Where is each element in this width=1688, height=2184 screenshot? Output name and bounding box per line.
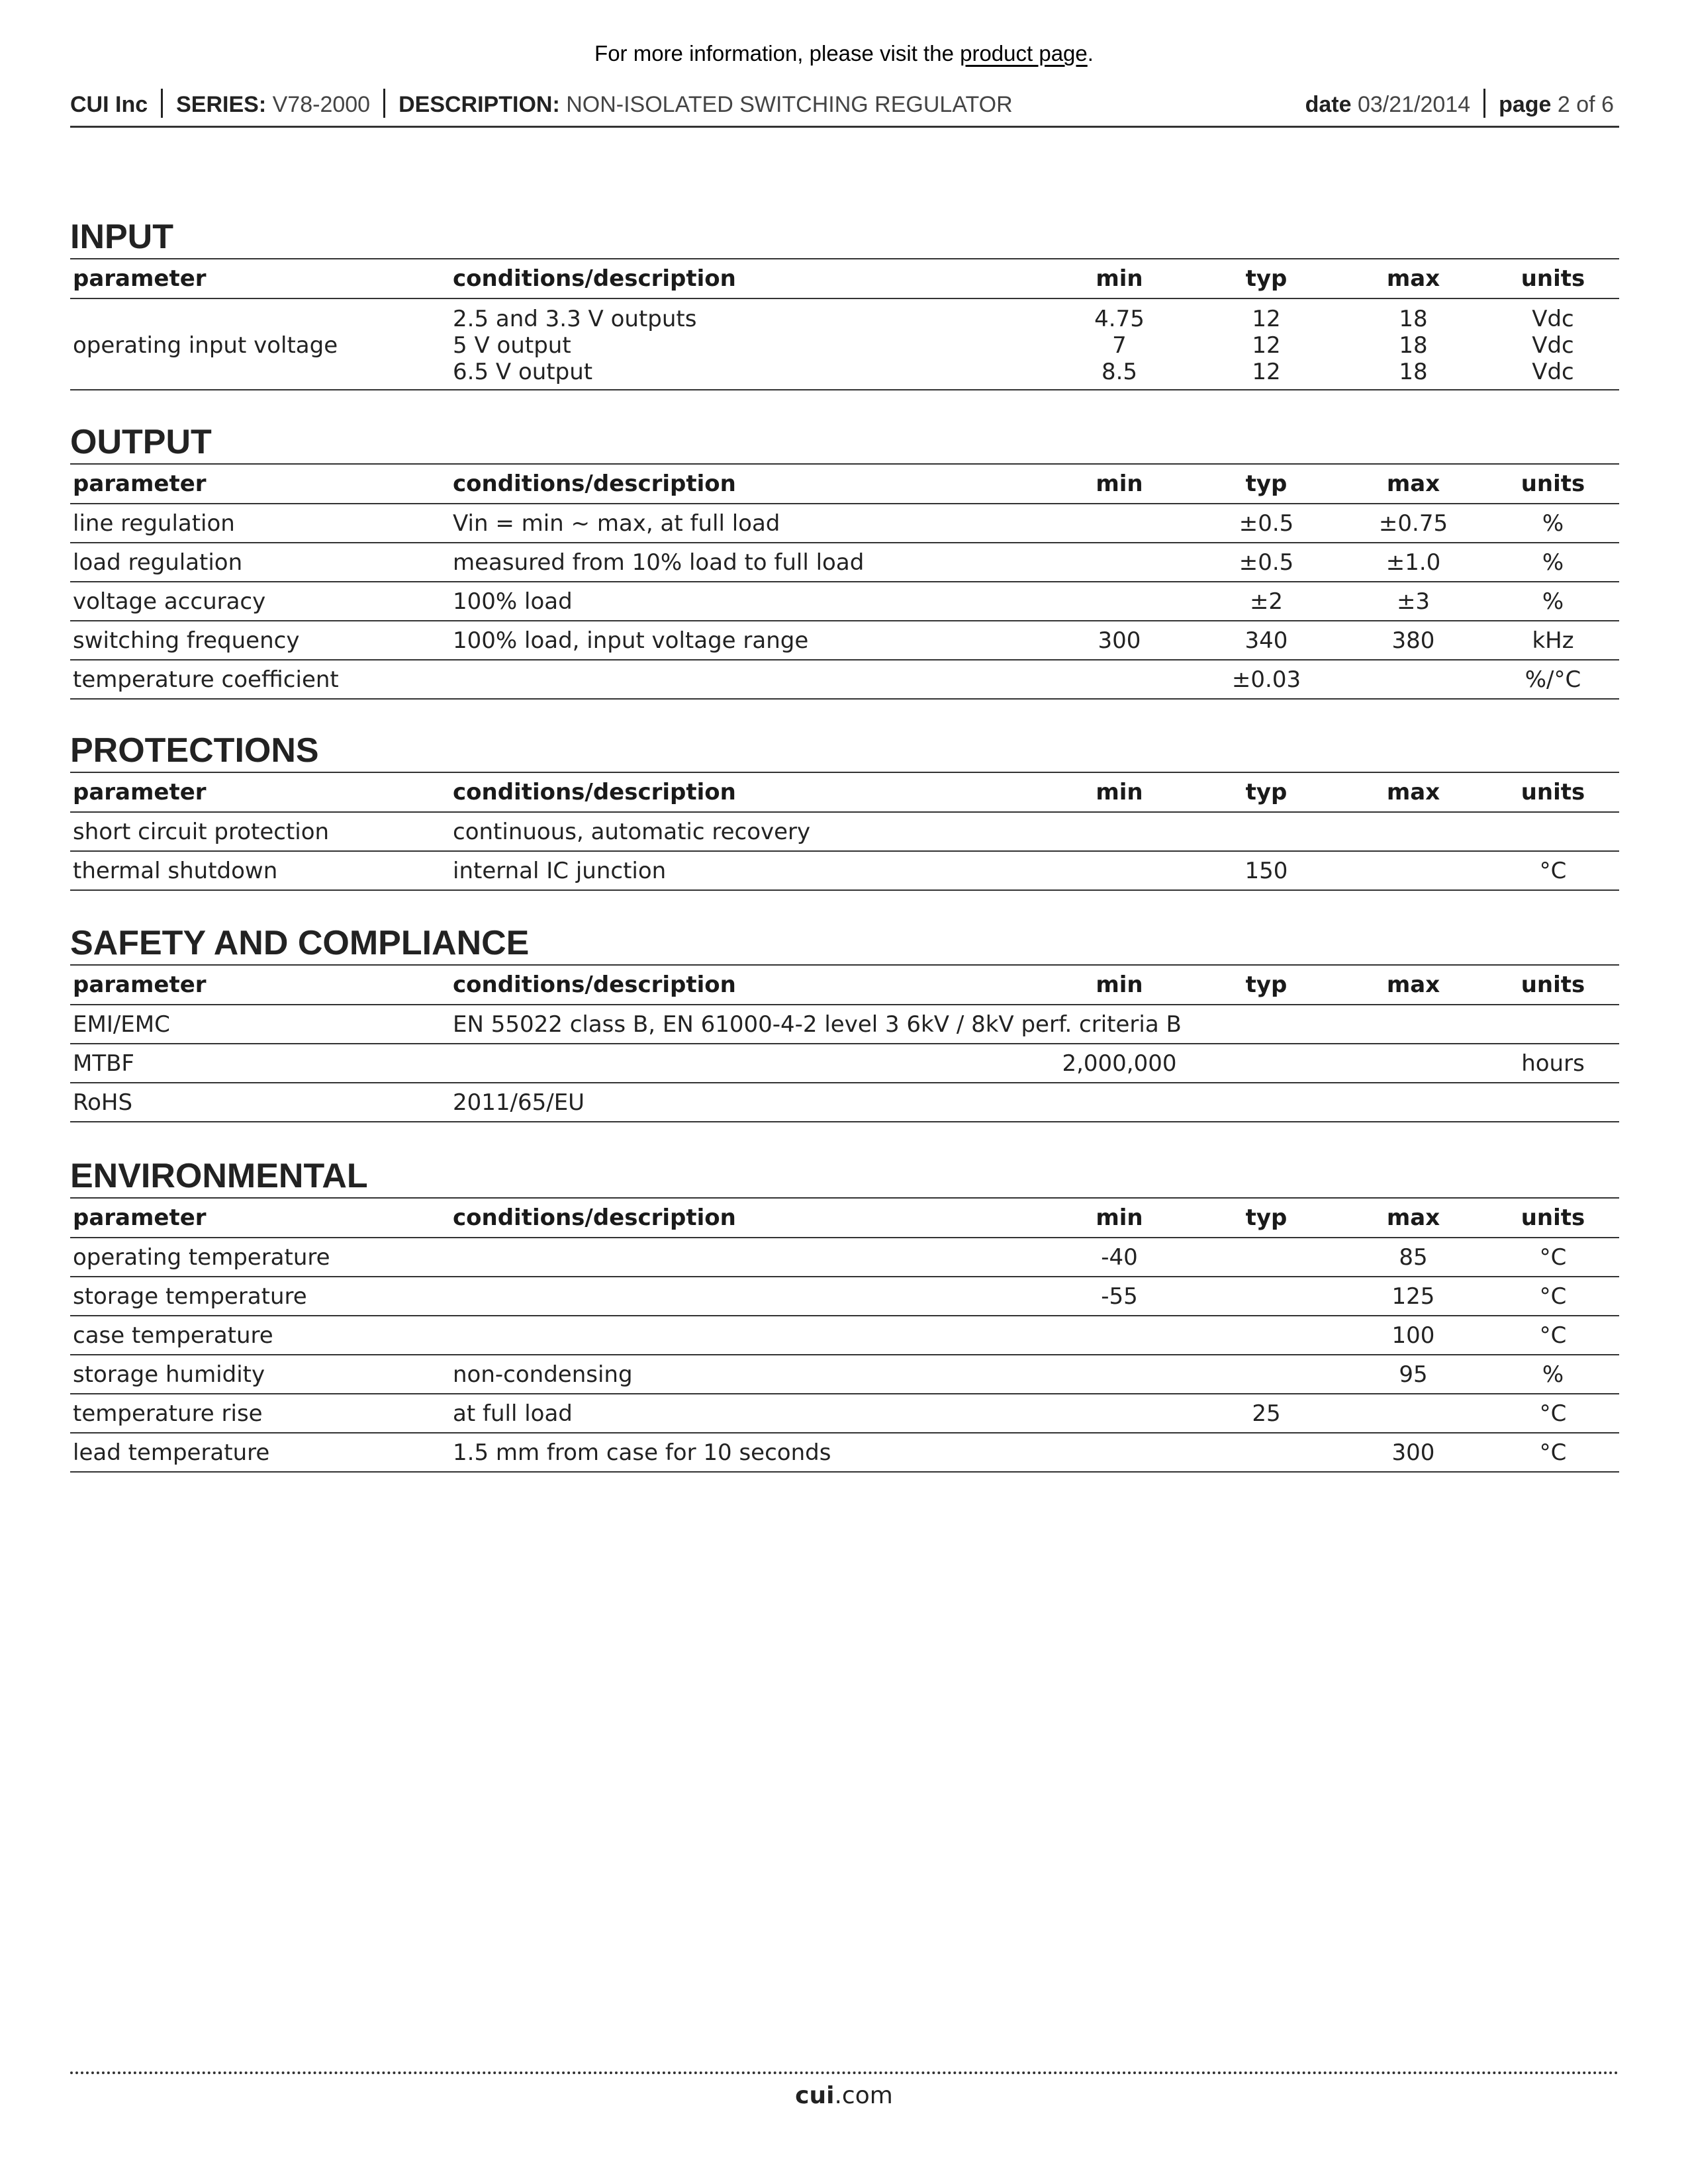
units-cell: °C: [1487, 1316, 1619, 1355]
param-cell: load regulation: [70, 543, 450, 582]
environmental-table: [70, 1199, 1619, 1473]
max-cell: ±0.75: [1340, 504, 1487, 543]
units-cell: kHz: [1487, 621, 1619, 660]
param-cell: MTBF: [70, 1044, 450, 1083]
col-header: typ: [1193, 259, 1340, 298]
col-header: max: [1340, 259, 1487, 298]
col-header: parameter: [70, 966, 450, 1005]
units-cell: [1487, 298, 1619, 390]
col-header: max: [1340, 465, 1487, 504]
conditions-cell: 100% load, input voltage range: [450, 621, 1046, 660]
col-header: max: [1340, 966, 1487, 1005]
output-table: [70, 465, 1619, 700]
conditions-cell: internal IC junction: [450, 851, 1046, 890]
col-header: parameter: [70, 773, 450, 812]
table-row: [70, 1316, 1619, 1355]
value-line: Vdc: [1532, 306, 1574, 332]
units-cell: %: [1487, 504, 1619, 543]
table-row: [70, 1044, 1619, 1083]
col-header: typ: [1193, 966, 1340, 1005]
table-header-row: [70, 966, 1619, 1005]
units-cell: °C: [1487, 1238, 1619, 1277]
col-header: units: [1487, 465, 1619, 504]
table-header-row: [70, 259, 1619, 298]
min-cell: [1046, 1355, 1193, 1394]
units-cell: °C: [1487, 851, 1619, 890]
conditions-cell: 1.5 mm from case for 10 seconds: [450, 1433, 1046, 1472]
min-cell: [1046, 1433, 1193, 1472]
param-cell: operating temperature: [70, 1238, 450, 1277]
company-name: CUI Inc: [70, 92, 148, 117]
condition-line: 5 V output: [453, 332, 571, 359]
condition-line: 6.5 V output: [453, 359, 593, 385]
col-header: parameter: [70, 465, 450, 504]
typ-cell: [1193, 1433, 1340, 1472]
table-row: [70, 660, 1619, 699]
max-cell: ±3: [1340, 582, 1487, 621]
min-cell: [1046, 298, 1193, 390]
min-cell: [1046, 851, 1193, 890]
protections-section: [70, 729, 1619, 891]
conditions-cell: [450, 298, 1046, 390]
param-cell: storage humidity: [70, 1355, 450, 1394]
param-cell: operating input voltage: [70, 298, 450, 390]
col-header: parameter: [70, 259, 450, 298]
min-cell: 300: [1046, 621, 1193, 660]
col-header: max: [1340, 773, 1487, 812]
col-header: typ: [1193, 1199, 1340, 1238]
section-title: PROTECTIONS: [70, 729, 1619, 773]
table-row: [70, 1005, 1619, 1044]
col-header: conditions/description: [450, 966, 1046, 1005]
param-cell: lead temperature: [70, 1433, 450, 1472]
col-header: min: [1046, 1199, 1193, 1238]
value-line: 8.5: [1101, 359, 1138, 385]
max-cell: [1340, 812, 1487, 851]
table-header-row: [70, 1199, 1619, 1238]
min-cell: [1046, 1316, 1193, 1355]
table-row: [70, 504, 1619, 543]
col-header: conditions/description: [450, 773, 1046, 812]
max-cell: 380: [1340, 621, 1487, 660]
typ-cell: ±0.5: [1193, 504, 1340, 543]
typ-cell: 25: [1193, 1394, 1340, 1433]
table-row: [70, 812, 1619, 851]
param-cell: thermal shutdown: [70, 851, 450, 890]
conditions-cell: [450, 1316, 1046, 1355]
page-number: 2 of 6: [1557, 92, 1614, 117]
typ-cell: ±0.5: [1193, 543, 1340, 582]
col-header: min: [1046, 465, 1193, 504]
typ-cell: [1193, 1044, 1340, 1083]
param-cell: short circuit protection: [70, 812, 450, 851]
max-cell: 95: [1340, 1355, 1487, 1394]
units-cell: %: [1487, 582, 1619, 621]
condition-line: 2.5 and 3.3 V outputs: [453, 306, 697, 332]
param-cell: voltage accuracy: [70, 582, 450, 621]
series-value: V78-2000: [272, 92, 371, 117]
units-cell: °C: [1487, 1394, 1619, 1433]
units-cell: hours: [1487, 1044, 1619, 1083]
max-cell: [1340, 298, 1487, 390]
typ-cell: [1193, 1277, 1340, 1316]
conditions-cell: [450, 1044, 1046, 1083]
header-divider: [1483, 89, 1485, 118]
param-cell: switching frequency: [70, 621, 450, 660]
table-row: [70, 298, 1619, 390]
conditions-cell: non-condensing: [450, 1355, 1046, 1394]
table-row: [70, 1238, 1619, 1277]
col-header: parameter: [70, 1199, 450, 1238]
col-header: conditions/description: [450, 1199, 1046, 1238]
param-cell: RoHS: [70, 1083, 450, 1122]
description-label: DESCRIPTION:: [399, 92, 560, 117]
col-header: conditions/description: [450, 259, 1046, 298]
conditions-cell: EN 55022 class B, EN 61000-4-2 level 3 6kV / 8kV perf. criteria B: [450, 1005, 1619, 1044]
col-header: units: [1487, 773, 1619, 812]
min-cell: [1046, 543, 1193, 582]
date-label: date: [1305, 92, 1352, 117]
table-row: [70, 621, 1619, 660]
min-cell: 2,000,000: [1046, 1044, 1193, 1083]
col-header: units: [1487, 1199, 1619, 1238]
value-line: 18: [1399, 332, 1428, 359]
safety-table: [70, 966, 1619, 1122]
top-note-suffix: .: [1087, 41, 1094, 66]
value-line: 18: [1399, 359, 1428, 385]
typ-cell: [1193, 298, 1340, 390]
value-line: 7: [1112, 332, 1127, 359]
page-label: page: [1499, 92, 1552, 117]
typ-cell: ±2: [1193, 582, 1340, 621]
max-cell: 85: [1340, 1238, 1487, 1277]
conditions-cell: [450, 1277, 1046, 1316]
table-row: [70, 1083, 1619, 1122]
param-cell: case temperature: [70, 1316, 450, 1355]
section-title: OUTPUT: [70, 421, 1619, 465]
max-cell: 125: [1340, 1277, 1487, 1316]
max-cell: 100: [1340, 1316, 1487, 1355]
min-cell: [1046, 582, 1193, 621]
conditions-cell: at full load: [450, 1394, 1046, 1433]
conditions-cell: [450, 660, 1046, 699]
param-cell: temperature coefficient: [70, 660, 450, 699]
protections-table: [70, 773, 1619, 891]
max-cell: [1340, 851, 1487, 890]
col-header: units: [1487, 259, 1619, 298]
min-cell: [1046, 1394, 1193, 1433]
min-cell: -40: [1046, 1238, 1193, 1277]
value-line: 4.75: [1094, 306, 1145, 332]
typ-cell: 150: [1193, 851, 1340, 890]
value-line: Vdc: [1532, 332, 1574, 359]
input-table: [70, 259, 1619, 390]
footer-domain: .com: [834, 2082, 893, 2109]
col-header: min: [1046, 966, 1193, 1005]
section-title: INPUT: [70, 216, 1619, 259]
col-header: max: [1340, 1199, 1487, 1238]
value-line: 12: [1252, 332, 1281, 359]
units-cell: %: [1487, 543, 1619, 582]
typ-cell: [1193, 1316, 1340, 1355]
param-cell: temperature rise: [70, 1394, 450, 1433]
environmental-section: [70, 1155, 1619, 1473]
safety-section: [70, 922, 1619, 1122]
table-row: [70, 582, 1619, 621]
input-section: [70, 216, 1619, 390]
min-cell: [1046, 812, 1193, 851]
description-value: NON-ISOLATED SWITCHING REGULATOR: [566, 92, 1013, 117]
param-cell: EMI/EMC: [70, 1005, 450, 1044]
conditions-cell: measured from 10% load to full load: [450, 543, 1046, 582]
max-cell: [1340, 1394, 1487, 1433]
table-row: [70, 851, 1619, 890]
value-line: Vdc: [1532, 359, 1574, 385]
output-section: [70, 421, 1619, 700]
table-row: [70, 543, 1619, 582]
conditions-cell: continuous, automatic recovery: [450, 812, 1046, 851]
param-cell: line regulation: [70, 504, 450, 543]
footer-divider: [70, 2071, 1619, 2074]
table-row: [70, 1433, 1619, 1472]
max-cell: ±1.0: [1340, 543, 1487, 582]
units-cell: [1487, 812, 1619, 851]
typ-cell: ±0.03: [1193, 660, 1340, 699]
units-cell: %: [1487, 1355, 1619, 1394]
col-header: min: [1046, 773, 1193, 812]
top-note: [0, 41, 1688, 66]
header-divider: [161, 89, 163, 118]
conditions-cell: Vin = min ~ max, at full load: [450, 504, 1046, 543]
conditions-cell: 100% load: [450, 582, 1046, 621]
footer-brand: cui: [795, 2082, 835, 2109]
table-row: [70, 1277, 1619, 1316]
col-header: units: [1487, 966, 1619, 1005]
max-cell: [1340, 660, 1487, 699]
typ-cell: [1193, 1355, 1340, 1394]
footer-site-link[interactable]: [0, 2082, 1688, 2109]
units-cell: °C: [1487, 1433, 1619, 1472]
min-cell: [1046, 504, 1193, 543]
conditions-cell: 2011/65/EU: [450, 1083, 1619, 1122]
col-header: min: [1046, 259, 1193, 298]
product-page-link[interactable]: product page: [960, 41, 1088, 66]
table-row: [70, 1394, 1619, 1433]
typ-cell: 340: [1193, 621, 1340, 660]
typ-cell: [1193, 1238, 1340, 1277]
section-title: SAFETY AND COMPLIANCE: [70, 922, 1619, 966]
value-line: 18: [1399, 306, 1428, 332]
top-note-text: For more information, please visit the: [594, 41, 961, 66]
value-line: 12: [1252, 306, 1281, 332]
table-header-row: [70, 465, 1619, 504]
param-cell: storage temperature: [70, 1277, 450, 1316]
typ-cell: [1193, 812, 1340, 851]
col-header: typ: [1193, 773, 1340, 812]
min-cell: [1046, 660, 1193, 699]
col-header: typ: [1193, 465, 1340, 504]
page-header: [70, 86, 1619, 128]
conditions-cell: [450, 1238, 1046, 1277]
section-title: ENVIRONMENTAL: [70, 1155, 1619, 1199]
col-header: conditions/description: [450, 465, 1046, 504]
max-cell: 300: [1340, 1433, 1487, 1472]
table-header-row: [70, 773, 1619, 812]
value-line: 12: [1252, 359, 1281, 385]
header-divider: [383, 89, 385, 118]
series-label: SERIES:: [176, 92, 267, 117]
max-cell: [1340, 1044, 1487, 1083]
units-cell: °C: [1487, 1277, 1619, 1316]
min-cell: -55: [1046, 1277, 1193, 1316]
units-cell: %/°C: [1487, 660, 1619, 699]
table-row: [70, 1355, 1619, 1394]
date-value: 03/21/2014: [1357, 92, 1471, 117]
